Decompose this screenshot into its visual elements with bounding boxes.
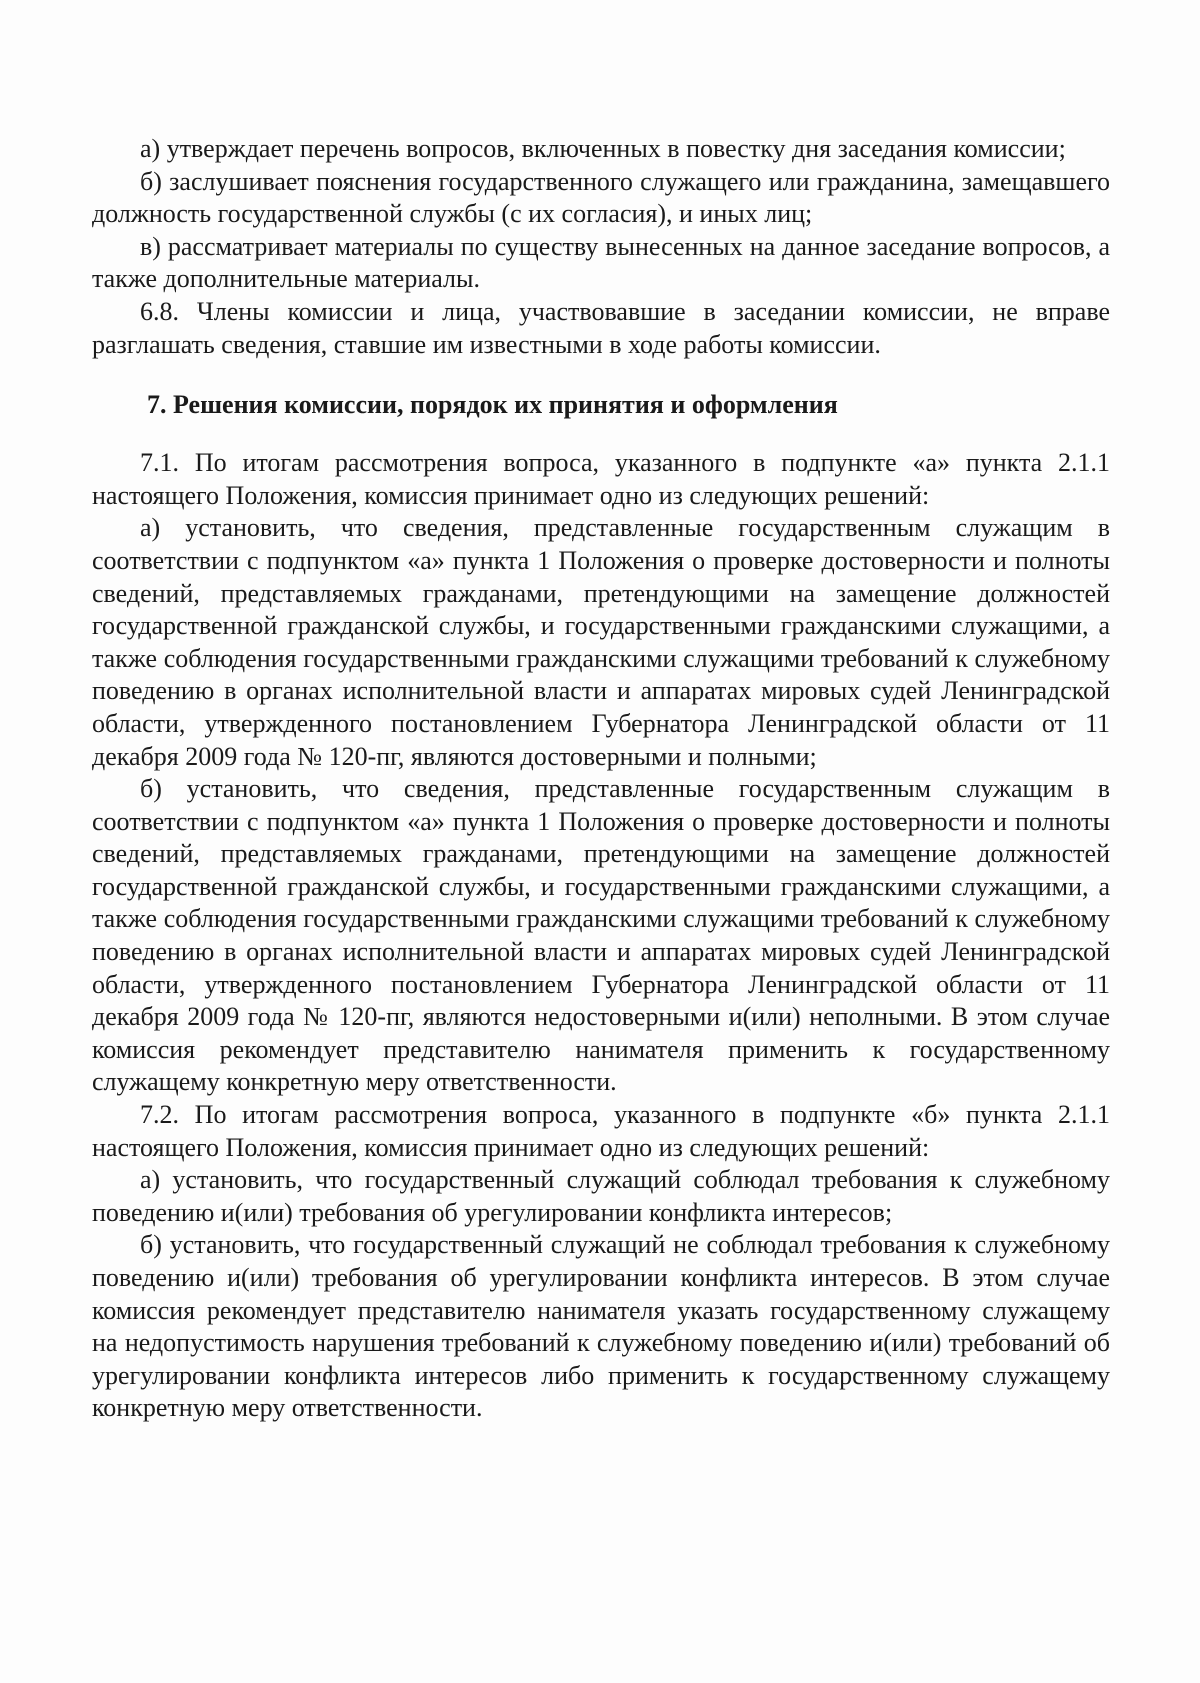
paragraph-7-1-a: а) установить, что сведения, представленные государственным служащим в соответствии с подпунктом «а» пункта 1 Положения о проверке достоверности и полноты сведений, представляемых гражданами, претендующими на замещение должностей государственной гражданской службы, и государственными гражданскими служащими, а также соблюдения государственными гражданскими служащими требований к служебному поведению в органах исполнительной власти и аппаратах мировых судей Ленинградской области, утвержденного постановлением Губернатора Ленинградской области от 11 декабря 2009 года № 120-пг, являются достоверными и полными; xyxy=(92,513,1110,771)
paragraph-6-7-a: а) утверждает перечень вопросов, включенных в повестку дня заседания комиссии; xyxy=(140,134,1066,163)
paragraph-6-7-b: б) заслушивает пояснения государственного служащего или гражданина, замещавшего должность государственной службы (с их согласия), и иных лиц; xyxy=(92,166,1110,229)
paragraph-7-2-b: б) установить, что государственный служащий не соблюдал требования к служебному поведению и(или) требования об урегулировании конфликта интересов. В этом случае комиссия рекомендует представителю нанимателя указать государственному служащему на недопустимость нарушения требований к служебному поведению и(или) требований об урегулировании конфликта интересов либо применить к государственному служащему конкретную меру ответственности. xyxy=(92,1230,1110,1423)
section-heading-7: 7. Решения комиссии, порядок их принятия и оформления xyxy=(147,390,838,420)
paragraph-6-8: 6.8. Члены комиссии и лица, участвовавшие в заседании комиссии, не вправе разглашать сведения, ставшие им известными в ходе работы комиссии. xyxy=(92,296,1110,359)
document-body xyxy=(92,133,1110,1425)
paragraph-7-1-b: б) установить, что сведения, представленные государственным служащим в соответствии с подпунктом «а» пункта 1 Положения о проверке достоверности и полноты сведений, представляемых гражданами, претендующими на замещение должностей государственной гражданской службы, и государственными гражданскими служащими, а также соблюдения государственными гражданскими служащими требований к служебному поведению в органах исполнительной власти и аппаратах мировых судей Ленинградской области, утвержденного постановлением Губернатора Ленинградской области от 11 декабря 2009 года № 120-пг, являются недостоверными и(или) неполными. В этом случае комиссия рекомендует представителю нанимателя применить к государственному служащему конкретную меру ответственности. xyxy=(92,774,1110,1097)
paragraph-7-2: 7.2. По итогам рассмотрения вопроса, указанного в подпункте «б» пункта 2.1.1 настоящего Положения, комиссия принимает одно из следующих решений: xyxy=(92,1100,1110,1162)
paragraph-7-2-a: а) установить, что государственный служащий соблюдал требования к служебному поведению и(или) требования об урегулировании конфликта интересов; xyxy=(92,1165,1110,1227)
paragraph-6-7-v: в) рассматривает материалы по существу вынесенных на данное заседание вопросов, а также дополнительные материалы. xyxy=(92,231,1110,294)
paragraph-7-1: 7.1. По итогам рассмотрения вопроса, указанного в подпункте «а» пункта 2.1.1 настоящего Положения, комиссия принимает одно из следующих решений: xyxy=(92,448,1110,510)
